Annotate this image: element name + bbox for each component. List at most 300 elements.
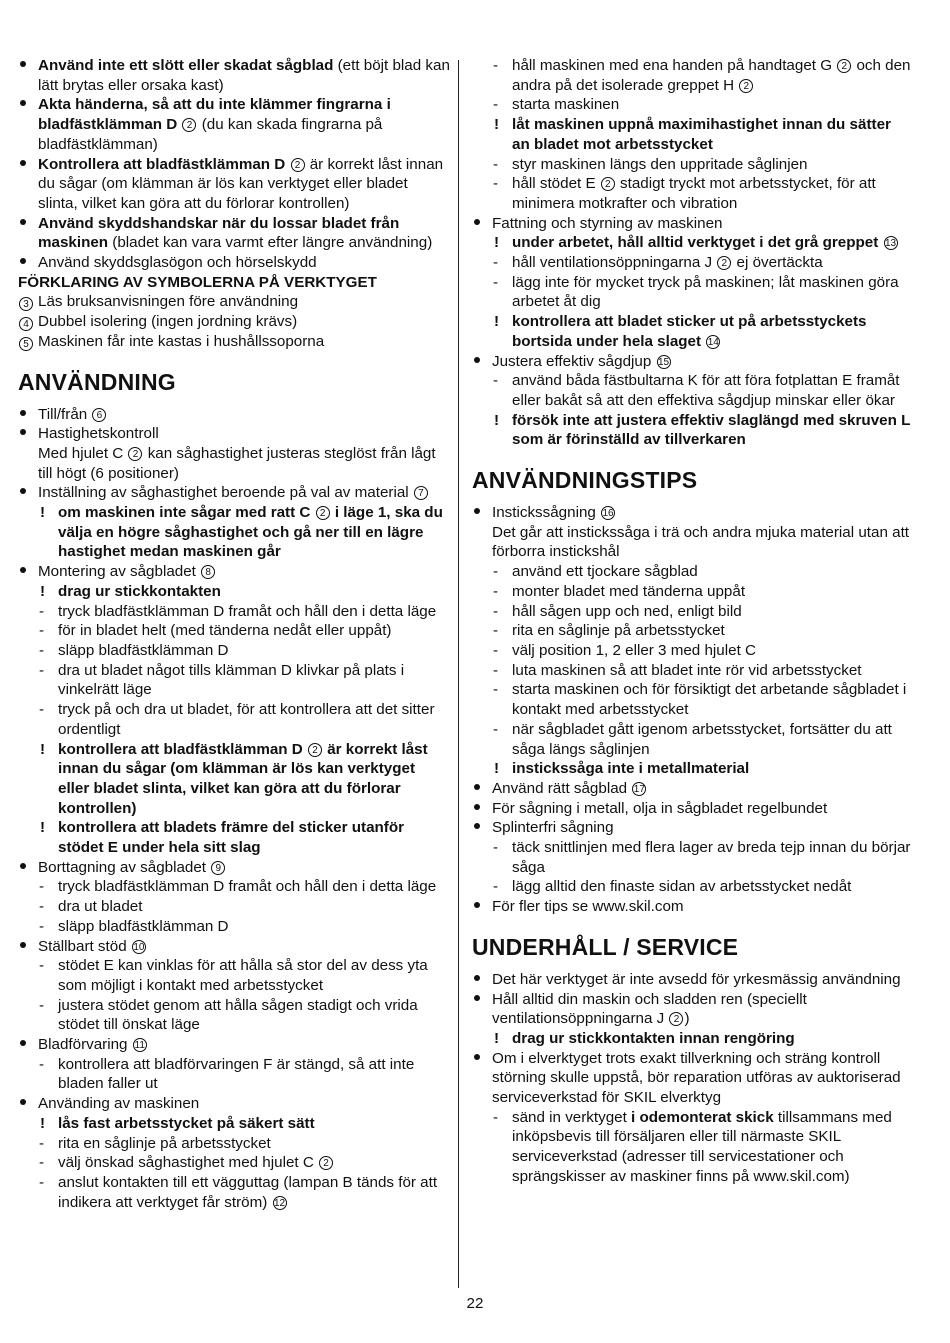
bold-text: i läge 1, ska du välja en högre såghastighet och gå ner till en lägre hastighet medan maskinen går <box>58 504 443 561</box>
text: Bladförvaring <box>38 1036 132 1054</box>
symbol-legend-item <box>18 292 450 312</box>
warning-item <box>492 759 912 779</box>
bold-text: kontrollera att bladets främre del sticker utanför stödet E under hela sitt slag <box>58 819 405 857</box>
item-text <box>38 96 391 152</box>
item-text <box>38 484 429 501</box>
dash-marker: - <box>493 720 499 738</box>
item-text <box>492 800 827 817</box>
text: tryck bladfästklämman D framåt och håll den i detta läge <box>58 602 437 620</box>
dash-marker: - <box>39 878 45 896</box>
bullet-marker <box>20 214 26 234</box>
bullet-item <box>472 503 912 523</box>
warning-item <box>38 740 450 819</box>
item-text <box>512 681 906 718</box>
item-text <box>58 878 436 895</box>
dash-marker: - <box>39 622 45 640</box>
bullet-dot-icon <box>474 995 480 1001</box>
figure-ref-marker: 15 <box>657 356 670 368</box>
bold-text: instickssåga inte i metallmaterial <box>512 760 750 778</box>
text: ej övertäckta <box>732 254 823 272</box>
dash-marker: - <box>493 681 499 699</box>
text: täck snittlinjen med flera lager av breda tejp innan du börjar såga <box>512 839 911 876</box>
bullet-dot-icon <box>20 429 26 435</box>
text: anslut kontakten till ett vägguttag (lampan B tänds för att indikera att verktyget får ström) <box>58 1173 438 1211</box>
bullet-item <box>18 483 450 503</box>
bullet-dot-icon <box>474 784 480 790</box>
text: håll maskinen med ena handen på handtaget G <box>512 57 837 74</box>
warning-marker: ! <box>494 1029 500 1047</box>
bold-text: är korrekt låst innan du sågar (om klämman är lös kan verktyget eller bladet slinta, vilket kan göra att du förlorar kontrollen) <box>58 740 428 817</box>
text: Dubbel isolering (ingen jordning krävs) <box>38 313 298 331</box>
item-text <box>58 1056 414 1093</box>
bold-text: kontrollera att bladet sticker ut på arbetsstyckets bortsida under hela slaget <box>512 313 867 350</box>
warning-item <box>492 411 912 450</box>
bullet-item <box>472 352 912 372</box>
warning-marker: ! <box>40 1114 46 1132</box>
figure-ref-marker: 6 <box>92 408 106 422</box>
symbol-legend-heading <box>18 273 450 293</box>
dash-marker: - <box>493 563 499 581</box>
text: Maskinen får inte kastas i hushållssoporna <box>38 332 325 350</box>
bullet-dot-icon <box>20 942 26 948</box>
item-text <box>512 603 742 620</box>
bullet-item <box>472 970 912 990</box>
bold-text: UNDERHÅLL / SERVICE <box>472 933 739 960</box>
bullet-dot-icon <box>474 804 480 810</box>
text: justera stödet genom att hålla sågen stadigt och vrida stödet till önskat läge <box>58 996 418 1034</box>
dash-marker: - <box>493 602 499 620</box>
bullet-item <box>18 1035 450 1055</box>
text: håll stödet E <box>512 175 600 193</box>
item-text <box>512 563 698 580</box>
text: Justera effektiv sågdjup <box>492 352 656 370</box>
figure-ref-marker: 17 <box>633 783 645 795</box>
text: starta maskinen <box>512 96 620 114</box>
dash-marker: - <box>493 661 499 679</box>
bold-text: under arbetet, håll alltid verktyget i det grå greppet <box>512 234 883 252</box>
bullet-marker <box>474 352 480 372</box>
text: ) <box>684 1010 690 1028</box>
text: Håll alltid din maskin och sladden ren (speciellt ventilationsöppningarna J <box>492 990 807 1028</box>
bullet-item <box>18 858 450 878</box>
text: Det går att instickssåga i trä och andra mjuka material utan att förborra instickshål <box>492 523 910 561</box>
item-text <box>58 662 404 699</box>
text: Använding av maskinen <box>38 1095 200 1113</box>
item-text <box>38 333 324 350</box>
text: (du kan skada fingrarna på bladfästklämman) <box>38 116 383 153</box>
dash-marker: - <box>39 1154 45 1172</box>
text: välj position 1, 2 eller 3 med hjulet C <box>512 641 756 659</box>
text: (ett böjt blad kan lätt brytas eller orsaka kast) <box>38 57 450 94</box>
dash-item <box>492 877 912 897</box>
dash-item <box>492 661 912 681</box>
item-text <box>38 445 436 482</box>
bullet-item <box>472 1049 912 1108</box>
text: kontrollera att bladförvaringen F är stängd, så att inte bladen faller ut <box>58 1055 415 1093</box>
text: Det här verktyget är inte avsedd för yrkesmässig användning <box>492 970 901 988</box>
item-text <box>58 918 229 935</box>
dash-marker: - <box>39 602 45 620</box>
symbol-legend-item <box>18 312 450 332</box>
item-text <box>58 603 436 620</box>
figure-ref-marker: 2 <box>717 256 731 270</box>
item-text <box>512 175 876 212</box>
bullet-marker <box>474 818 480 838</box>
item-text <box>512 622 725 639</box>
bold-text: försök inte att justera effektiv slaglängd med skruven L som är förinställd av tillverkaren <box>512 411 911 449</box>
warning-item <box>38 582 450 602</box>
dash-marker: - <box>39 1055 45 1073</box>
item-text <box>58 819 404 856</box>
item-text <box>512 313 867 350</box>
item-text <box>512 878 851 895</box>
dash-item <box>492 371 912 410</box>
warning-marker: ! <box>40 582 46 600</box>
item-text <box>492 1050 901 1106</box>
warning-marker: ! <box>494 234 500 252</box>
item-text <box>512 116 891 153</box>
item-text <box>512 372 900 409</box>
bullet-item <box>18 1094 450 1114</box>
item-text <box>512 412 910 449</box>
item-text <box>58 1174 437 1211</box>
bullet-dot-icon <box>474 823 480 829</box>
item-text <box>58 997 418 1034</box>
text: Fattning och styrning av maskinen <box>492 214 723 232</box>
dash-item <box>492 720 912 759</box>
figure-ref-marker: 10 <box>133 941 145 953</box>
bold-text: kontrollera att bladfästklämman D <box>58 740 307 758</box>
bullet-marker <box>20 424 26 444</box>
text: Om i elverktyget trots exakt tillverkning och sträng kontroll störning skulle uppstå, bör reparation utföras av auktoriserad serviceverkstad för SKIL elverktyg <box>492 1049 901 1107</box>
bullet-dot-icon <box>474 975 480 981</box>
item-text <box>58 741 428 817</box>
figure-ref-marker: 2 <box>291 158 305 172</box>
text: släpp bladfästklämman D <box>58 641 229 659</box>
bold-text: låt maskinen uppnå maximihastighet innan du sätter an bladet mot arbetsstycket <box>512 116 891 153</box>
item-text <box>512 254 823 271</box>
symbol-number-marker: 5 <box>19 337 33 351</box>
bullet-marker <box>474 970 480 990</box>
bullet-marker <box>20 1094 26 1114</box>
figure-ref-marker: 2 <box>319 1156 333 1170</box>
symbol-marker <box>18 334 34 354</box>
dash-item <box>492 155 912 175</box>
dash-item <box>38 897 450 917</box>
item-text <box>512 96 619 113</box>
warning-item <box>492 233 912 253</box>
dash-marker: - <box>493 839 499 857</box>
dash-marker: - <box>493 582 499 600</box>
text: starta maskinen och för försiktigt det arbetande sågbladet i kontakt med arbetsstycket <box>512 681 907 719</box>
figure-ref-marker: 7 <box>414 486 428 500</box>
warning-marker: ! <box>40 740 46 758</box>
text: och den andra på det isolerade greppet H <box>512 57 911 94</box>
bold-text: FÖRKLARING AV SYMBOLERNA PÅ VERKTYGET <box>18 273 377 291</box>
item-text <box>38 313 297 330</box>
text: Hastighetskontroll <box>38 425 159 443</box>
bullet-item <box>18 937 450 957</box>
paragraph <box>492 523 912 562</box>
text: rita en såglinje på arbetsstycket <box>58 1134 271 1152</box>
text: För fler tips se www.skil.com <box>492 898 684 916</box>
bullet-dot-icon <box>20 863 26 869</box>
item-text <box>38 563 216 580</box>
dash-item <box>38 996 450 1035</box>
item-text <box>58 1135 271 1152</box>
figure-ref-marker: 2 <box>837 59 851 73</box>
bullet-dot-icon <box>474 902 480 908</box>
figure-ref-marker: 2 <box>182 118 196 132</box>
dash-item <box>38 1134 450 1154</box>
text: (bladet kan vara varmt efter längre användning) <box>108 234 433 252</box>
bold-text: drag ur stickkontakten <box>58 582 221 600</box>
dash-marker: - <box>493 641 499 659</box>
warning-marker: ! <box>40 504 46 522</box>
bullet-item <box>18 562 450 582</box>
text: Använd rätt sågblad <box>492 779 632 797</box>
bullet-marker <box>20 253 26 273</box>
item-text <box>492 971 901 988</box>
bullet-item <box>472 214 912 234</box>
bullet-item <box>18 405 450 425</box>
item-text <box>58 622 392 639</box>
text: tryck bladfästklämman D framåt och håll den i detta läge <box>58 878 437 896</box>
item-text <box>58 957 428 994</box>
bullet-marker <box>20 56 26 76</box>
dash-item <box>38 602 450 622</box>
section-heading <box>18 368 450 396</box>
bold-text: drag ur stickkontakten innan rengöring <box>512 1029 795 1047</box>
figure-ref-marker: 12 <box>273 1197 286 1209</box>
dash-item <box>38 1153 450 1173</box>
item-text <box>38 938 147 955</box>
dash-marker: - <box>39 898 45 916</box>
figure-ref-marker: 16 <box>602 508 614 520</box>
dash-marker: - <box>493 273 499 291</box>
warning-item <box>38 1114 450 1134</box>
dash-item <box>492 621 912 641</box>
item-text <box>38 425 159 442</box>
bullet-item <box>472 779 912 799</box>
warning-marker: ! <box>494 116 500 134</box>
figure-ref-marker: 2 <box>308 743 322 757</box>
dash-marker: - <box>493 175 499 193</box>
dash-item <box>38 641 450 661</box>
bold-text: i odemonterat skick <box>631 1108 774 1126</box>
text: håll ventilationsöppningarna J <box>512 254 717 272</box>
text: Montering av sågbladet <box>38 563 201 581</box>
page-number: 22 <box>466 1295 484 1312</box>
text: Inställning av såghastighet beroende på val av material <box>38 484 413 502</box>
text: håll sågen upp och ned, enligt bild <box>512 602 742 620</box>
warning-marker: ! <box>494 313 500 331</box>
text: sänd in verktyget <box>512 1108 632 1126</box>
item-text <box>58 1115 315 1132</box>
text: Ställbart stöd <box>38 937 131 955</box>
bullet-marker <box>20 155 26 175</box>
bold-text: ANVÄNDNING <box>18 368 176 395</box>
dash-item <box>38 956 450 995</box>
dash-marker: - <box>493 878 499 896</box>
dash-item <box>492 838 912 877</box>
text: lägg alltid den finaste sidan av arbetsstycket nedåt <box>512 878 852 896</box>
dash-marker: - <box>493 254 499 272</box>
bullet-marker <box>20 405 26 425</box>
item-text <box>492 353 672 370</box>
text: stödet E kan vinklas för att hålla så stor del av dess yta som möjligt i kontakt med arbetsstycket <box>58 957 428 994</box>
right-column <box>472 56 912 1187</box>
dash-marker: - <box>39 701 45 719</box>
text: välj önskad såghastighet med hjulet C <box>58 1154 319 1172</box>
item-text <box>512 1109 892 1185</box>
bold-text: Kontrollera att bladfästklämman D <box>38 155 290 173</box>
bullet-marker <box>20 1035 26 1055</box>
dash-marker: - <box>493 1108 499 1126</box>
bullet-dot-icon <box>20 488 26 494</box>
dash-marker: - <box>493 372 499 390</box>
dash-marker: - <box>493 57 499 74</box>
dash-item <box>492 641 912 661</box>
item-text <box>492 898 684 915</box>
item-text <box>38 156 443 212</box>
bullet-dot-icon <box>474 508 480 514</box>
item-text <box>512 156 808 173</box>
bullet-item <box>18 424 450 444</box>
symbol-legend-item <box>18 332 450 352</box>
warning-item <box>492 1029 912 1049</box>
column-divider <box>458 60 459 1288</box>
text: när sågbladet gått igenom arbetsstycket, fortsätter du att såga längs såglinjen <box>512 720 892 758</box>
dash-item <box>492 95 912 115</box>
dash-item <box>492 56 912 95</box>
text: Borttagning av sågbladet <box>38 858 211 876</box>
bold-text: Använd skyddshandskar när du lossar bladet från maskinen <box>38 214 400 252</box>
bullet-marker <box>474 990 480 1010</box>
bullet-dot-icon <box>20 567 26 573</box>
left-column <box>18 56 450 1212</box>
item-text <box>492 819 614 836</box>
bullet-item <box>18 95 450 154</box>
bold-text: Använd inte ett slött eller skadat sågblad <box>38 57 334 74</box>
dash-marker: - <box>39 917 45 935</box>
bullet-item <box>472 897 912 917</box>
item-text <box>38 57 450 94</box>
bullet-marker <box>20 483 26 503</box>
text: För sågning i metall, olja in sågbladet regelbundet <box>492 799 828 817</box>
text: Instickssågning <box>492 504 601 522</box>
dash-item <box>492 174 912 213</box>
bullet-item <box>18 214 450 253</box>
text: Splinterfri sågning <box>492 819 614 837</box>
figure-ref-marker: 9 <box>211 861 225 875</box>
warning-marker: ! <box>40 819 46 837</box>
text: för in bladet helt (med tänderna nedåt eller uppåt) <box>58 622 392 640</box>
section-heading <box>472 933 912 961</box>
item-text <box>512 1030 795 1047</box>
bullet-dot-icon <box>20 410 26 416</box>
item-text <box>38 406 107 423</box>
bullet-item <box>472 990 912 1029</box>
item-text <box>58 1154 334 1171</box>
bullet-marker <box>20 858 26 878</box>
bullet-marker <box>474 503 480 523</box>
dash-item <box>38 917 450 937</box>
text: använd båda fästbultarna K för att föra fotplattan E framåt eller bakåt så att den effektiva sågdjup minskar eller ökar <box>512 372 900 409</box>
dash-item <box>492 582 912 602</box>
bullet-dot-icon <box>20 160 26 166</box>
text: lägg inte för mycket tryck på maskinen; låt maskinen göra arbetet åt dig <box>512 273 899 311</box>
text: Med hjulet C <box>38 444 128 462</box>
text: kan såghastighet justeras steglöst från lågt till högt (6 positioner) <box>38 444 436 482</box>
item-text <box>38 859 226 876</box>
dash-marker: - <box>39 957 45 975</box>
bold-text: lås fast arbetsstycket på säkert sätt <box>58 1114 315 1132</box>
dash-marker: - <box>39 1134 45 1152</box>
text: dra ut bladet <box>58 898 143 916</box>
text: dra ut bladet något tills klämman D klivkar på plats i vinkelrätt läge <box>58 661 405 699</box>
item-text <box>512 234 899 251</box>
item-text <box>58 642 229 659</box>
text: monter bladet med tänderna uppåt <box>512 582 746 600</box>
item-text <box>492 215 722 232</box>
figure-ref-marker: 2 <box>601 177 615 191</box>
dash-marker: - <box>39 1173 45 1191</box>
figure-ref-marker: 11 <box>134 1040 145 1052</box>
item-text <box>492 504 616 521</box>
item-text <box>58 583 221 600</box>
bullet-marker <box>474 799 480 819</box>
figure-ref-marker: 8 <box>201 565 215 579</box>
item-text <box>38 254 317 271</box>
section-heading <box>472 466 912 494</box>
figure-ref-marker: 2 <box>128 447 142 461</box>
text: tillsammans med inköpsbevis till försäljaren eller till närmaste SKIL serviceverkstad (adresser till servicestationer och sprängskisser av maskiner finns på www.skil.com) <box>512 1108 892 1185</box>
dash-item <box>38 877 450 897</box>
item-text <box>492 780 647 797</box>
item-text <box>512 642 756 659</box>
bullet-marker <box>20 562 26 582</box>
dash-marker: - <box>493 622 499 640</box>
item-text <box>38 215 432 252</box>
item-text <box>512 721 892 758</box>
figure-ref-marker: 13 <box>884 238 897 250</box>
text: styr maskinen längs den uppritade såglinjen <box>512 155 808 173</box>
symbol-number-marker: 4 <box>19 317 33 331</box>
item-text <box>512 57 911 94</box>
bullet-item <box>18 56 450 95</box>
text: stadigt tryckt mot arbetsstycket, för att minimera motkrafter och vibration <box>512 175 876 212</box>
text: luta maskinen så att bladet inte rör vid arbetsstycket <box>512 661 862 679</box>
item-text <box>512 662 861 679</box>
warning-marker: ! <box>494 760 500 778</box>
bullet-dot-icon <box>20 100 26 106</box>
item-text <box>58 898 142 915</box>
dash-item <box>38 661 450 700</box>
dash-item <box>38 1055 450 1094</box>
bold-text: Akta händerna, så att du inte klämmer fingrarna i bladfästklämman D <box>38 96 391 134</box>
warning-item <box>492 115 912 154</box>
dash-item <box>492 680 912 719</box>
item-text <box>38 1036 148 1053</box>
bullet-marker <box>474 1049 480 1069</box>
text: rita en såglinje på arbetsstycket <box>512 622 725 640</box>
bullet-dot-icon <box>474 219 480 225</box>
dash-marker: - <box>493 155 499 173</box>
bold-text: ANVÄNDNINGSTIPS <box>472 467 698 494</box>
text: släpp bladfästklämman D <box>58 917 229 935</box>
item-text <box>512 760 749 777</box>
